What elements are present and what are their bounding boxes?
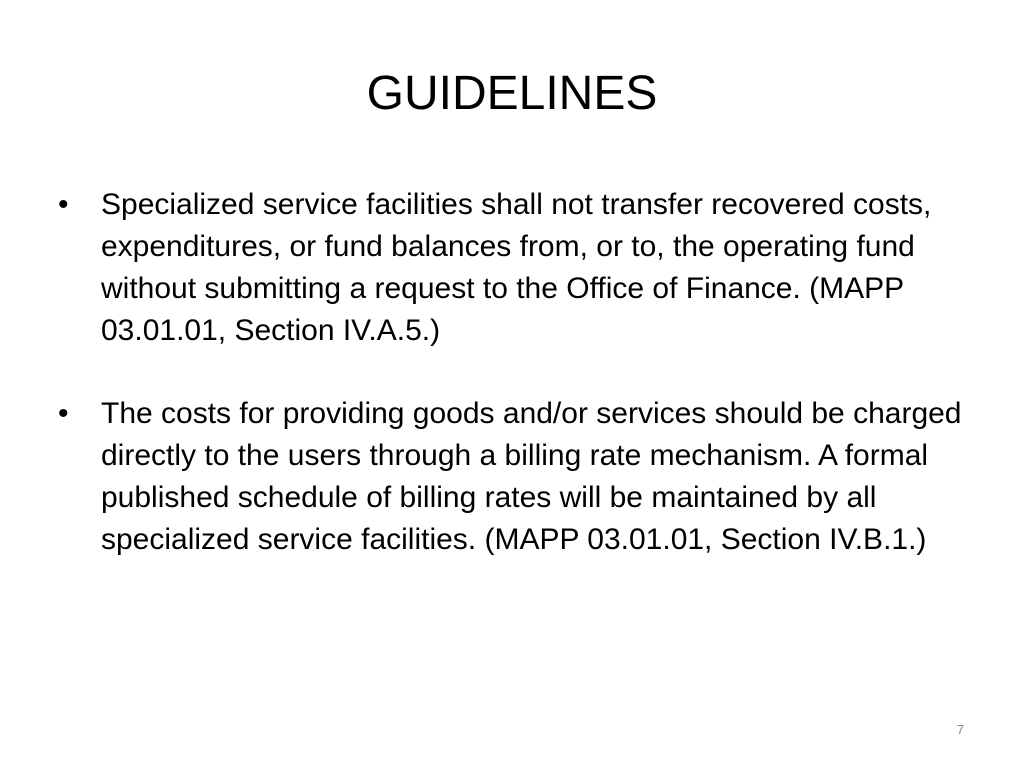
bullet-list [58, 184, 968, 602]
page-number: 7 [956, 722, 964, 737]
bullet-item [58, 184, 968, 352]
bullet-icon: • [58, 188, 69, 221]
bullet-icon: • [58, 397, 69, 430]
bullet-text: The costs for providing goods and/or services should be charged directly to the users through a billing rate mechanism. A formal published schedule of billing rates will be maintained by all specialized service facilities. (MAPP 03.01.01, Section IV.B.1.) [101, 397, 962, 556]
bullet-text: Specialized service facilities shall not transfer recovered costs, expenditures, or fund balances from, or to, the operating fund without submitting a request to the Office of Finance. (MAPP 03.01.01, Section IV.A.5.) [101, 188, 932, 347]
bullet-item [58, 393, 968, 561]
slide-title: GUIDELINES [366, 67, 658, 120]
